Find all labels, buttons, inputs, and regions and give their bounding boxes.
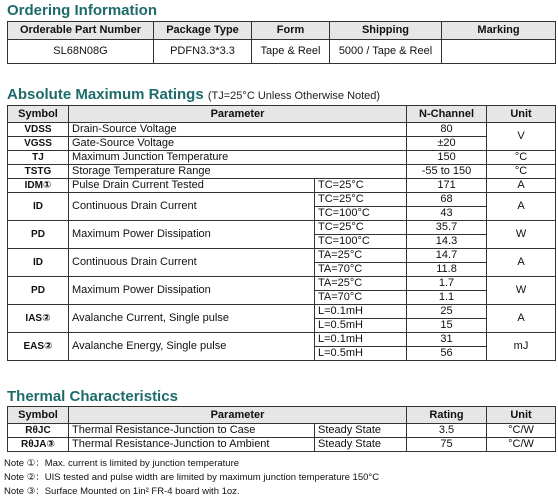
thermal-title: Thermal Characteristics <box>7 388 178 405</box>
abs-subtitle: (TJ=25°C Unless Otherwise Noted) <box>207 90 381 102</box>
col-header: Parameter <box>69 407 407 424</box>
parameter: Pulse Drain Current Tested <box>69 179 315 193</box>
value: 25 <box>407 305 487 319</box>
parameter: Storage Temperature Range <box>69 165 407 179</box>
symbol: PD <box>8 277 69 305</box>
parameter: Continuous Drain Current <box>69 249 315 277</box>
parameter: Thermal Resistance-Junction to Case <box>69 424 315 438</box>
condition: Steady State <box>315 424 407 438</box>
value: 171 <box>407 179 487 193</box>
unit: A <box>487 193 556 221</box>
unit: V <box>487 123 556 151</box>
value: 1.7 <box>407 277 487 291</box>
thermal-table <box>7 406 556 452</box>
parameter: Maximum Power Dissipation <box>69 221 315 249</box>
condition: TC=25°C <box>315 221 407 235</box>
col-header: Symbol <box>8 106 69 123</box>
symbol: ID <box>8 249 69 277</box>
condition: L=0.5mH <box>315 319 407 333</box>
col-header: Unit <box>487 407 556 424</box>
value: 3.5 <box>407 424 487 438</box>
ordering-table <box>7 21 556 64</box>
col-header: Marking <box>442 22 556 40</box>
col-header: Shipping <box>330 22 442 40</box>
parameter: Avalanche Current, Single pulse <box>69 305 315 333</box>
marking <box>442 40 556 64</box>
col-header: Orderable Part Number <box>8 22 154 40</box>
value: 75 <box>407 438 487 452</box>
condition: L=0.1mH <box>315 333 407 347</box>
condition: TA=25°C <box>315 277 407 291</box>
value: 1.1 <box>407 291 487 305</box>
parameter: Drain-Source Voltage <box>69 123 407 137</box>
value: 80 <box>407 123 487 137</box>
shipping: 5000 / Tape & Reel <box>330 40 442 64</box>
condition: L=0.5mH <box>315 347 407 361</box>
value: 11.8 <box>407 263 487 277</box>
col-header: Parameter <box>69 106 407 123</box>
parameter: Gate-Source Voltage <box>69 137 407 151</box>
unit: A <box>487 305 556 333</box>
unit: A <box>487 249 556 277</box>
condition: TA=70°C <box>315 291 407 305</box>
value: 14.3 <box>407 235 487 249</box>
value: 150 <box>407 151 487 165</box>
condition: TA=25°C <box>315 249 407 263</box>
symbol: TJ <box>8 151 69 165</box>
value: ±20 <box>407 137 487 151</box>
condition: L=0.1mH <box>315 305 407 319</box>
note-2: Note ②：UIS tested and pulse width are limited by maximum junction temperature 150°C <box>4 472 380 483</box>
condition: TC=100°C <box>315 235 407 249</box>
note-3: Note ③：Surface Mounted on 1in² FR-4 board with 1oz. <box>4 486 240 497</box>
abs-table <box>7 105 556 361</box>
symbol: VDSS <box>8 123 69 137</box>
col-header: Unit <box>487 106 556 123</box>
value: 15 <box>407 319 487 333</box>
parameter: Maximum Junction Temperature <box>69 151 407 165</box>
value: 14.7 <box>407 249 487 263</box>
symbol: RθJA③ <box>8 438 69 452</box>
unit: °C/W <box>487 438 556 452</box>
symbol: VGSS <box>8 137 69 151</box>
condition: TA=70°C <box>315 263 407 277</box>
symbol: TSTG <box>8 165 69 179</box>
symbol: IDM① <box>8 179 69 193</box>
col-header: N-Channel <box>407 106 487 123</box>
unit: °C/W <box>487 424 556 438</box>
parameter: Maximum Power Dissipation <box>69 277 315 305</box>
parameter: Continuous Drain Current <box>69 193 315 221</box>
unit: °C <box>487 165 556 179</box>
symbol: IAS② <box>8 305 69 333</box>
symbol: PD <box>8 221 69 249</box>
value: 56 <box>407 347 487 361</box>
condition: TC=100°C <box>315 207 407 221</box>
abs-title: Absolute Maximum Ratings (TJ=25°C Unless Otherwise Noted) <box>7 86 381 103</box>
package-type: PDFN3.3*3.3 <box>154 40 252 64</box>
value: 68 <box>407 193 487 207</box>
value: 35.7 <box>407 221 487 235</box>
col-header: Package Type <box>154 22 252 40</box>
parameter: Thermal Resistance-Junction to Ambient <box>69 438 315 452</box>
unit: W <box>487 221 556 249</box>
unit: A <box>487 179 556 193</box>
parameter: Avalanche Energy, Single pulse <box>69 333 315 361</box>
note-1: Note ①：Max. current is limited by junction temperature <box>4 458 240 469</box>
value: 31 <box>407 333 487 347</box>
form: Tape & Reel <box>252 40 330 64</box>
condition: TC=25°C <box>315 193 407 207</box>
value: -55 to 150 <box>407 165 487 179</box>
symbol: ID <box>8 193 69 221</box>
symbol: EAS② <box>8 333 69 361</box>
col-header: Form <box>252 22 330 40</box>
part-number: SL68N08G <box>8 40 154 64</box>
ordering-title: Ordering Information <box>7 2 157 19</box>
unit: mJ <box>487 333 556 361</box>
unit: °C <box>487 151 556 165</box>
value: 43 <box>407 207 487 221</box>
symbol: RθJC <box>8 424 69 438</box>
unit: W <box>487 277 556 305</box>
condition: Steady State <box>315 438 407 452</box>
col-header: Symbol <box>8 407 69 424</box>
condition: TC=25°C <box>315 179 407 193</box>
col-header: Rating <box>407 407 487 424</box>
